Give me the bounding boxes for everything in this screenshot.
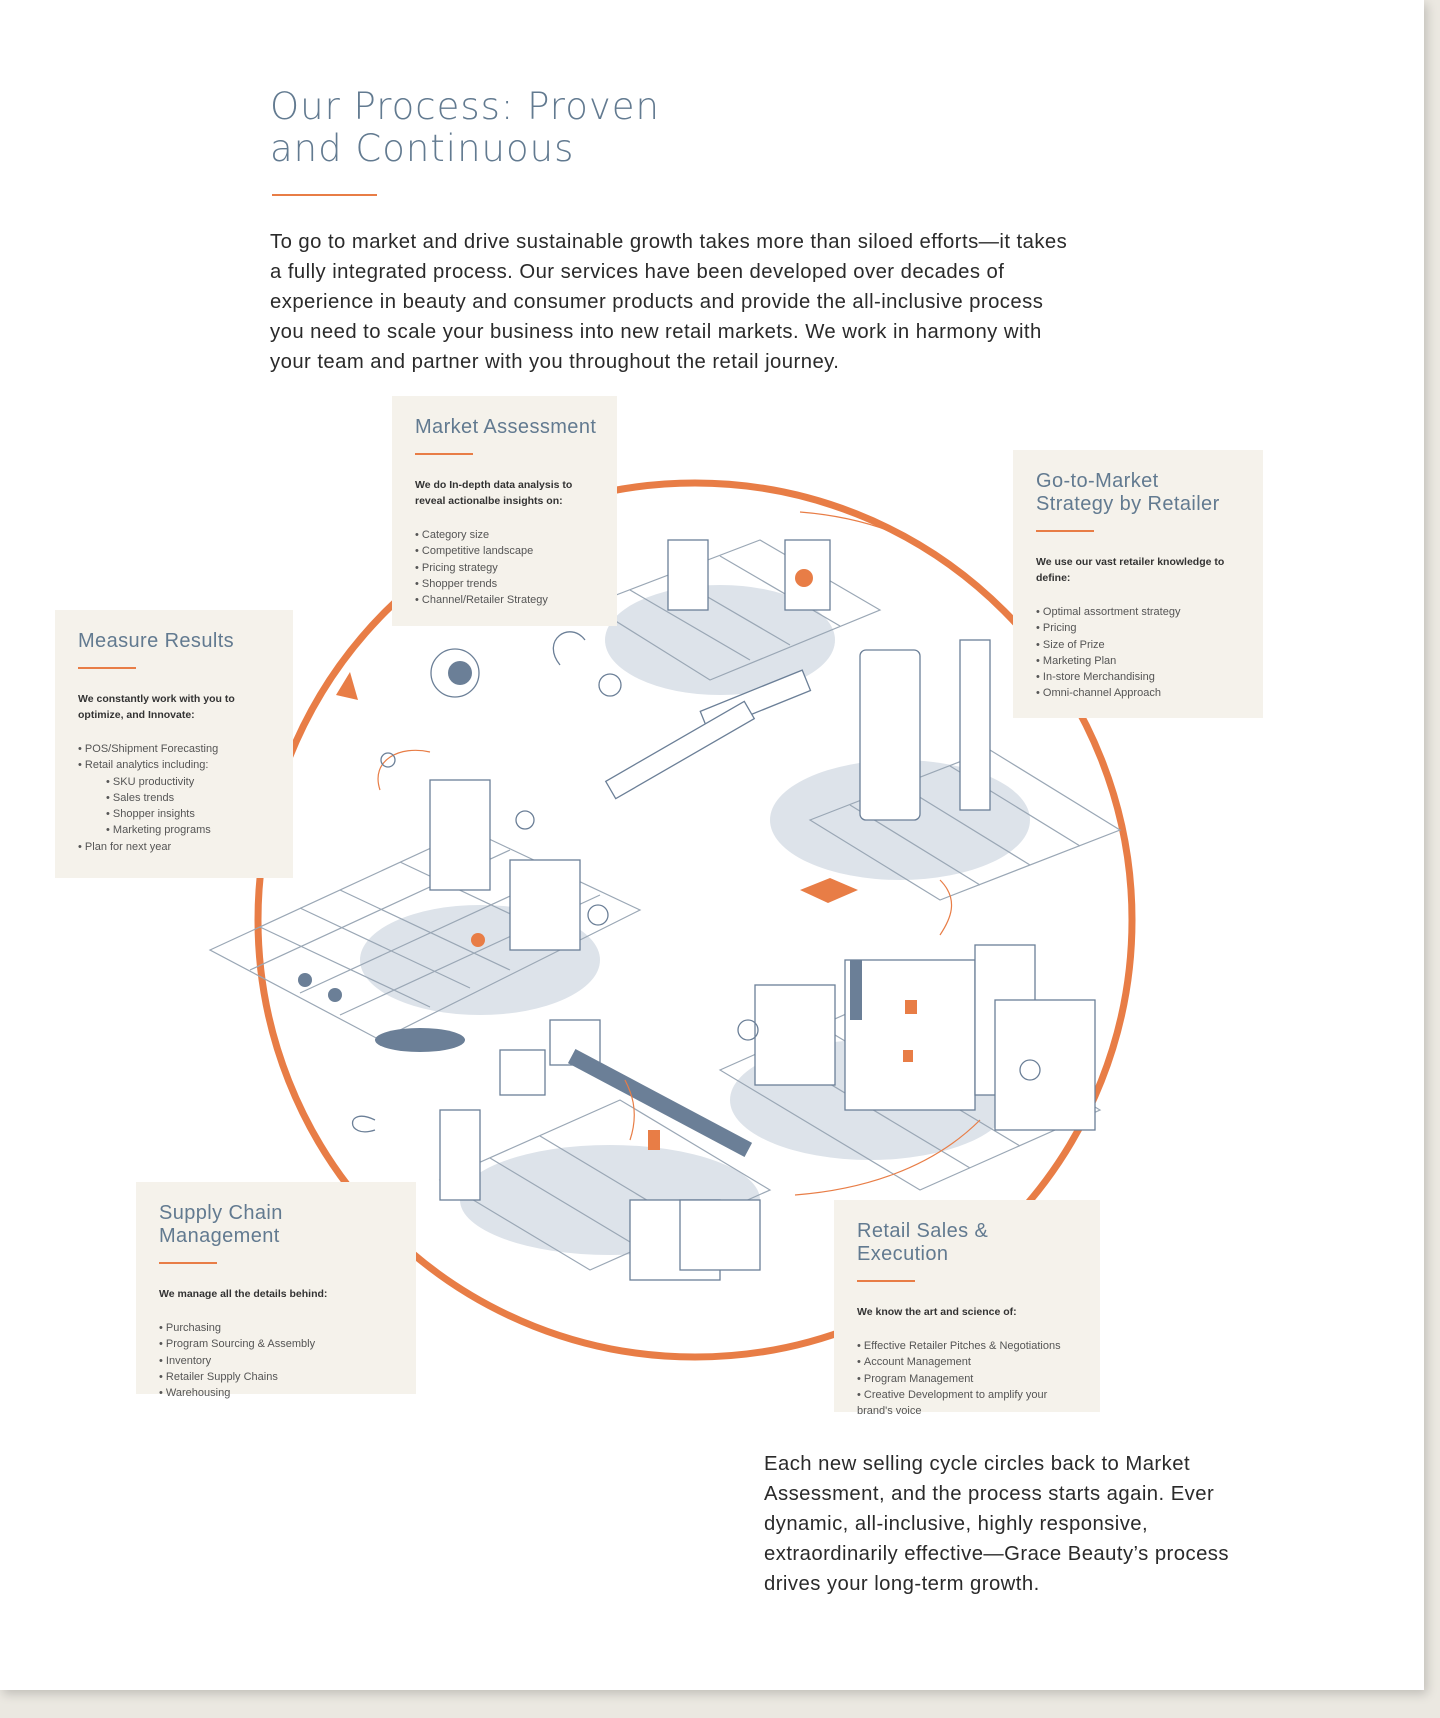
card-measure-results [55,610,293,878]
list-item: • Channel/Retailer Strategy [415,592,600,608]
list-subitem: • Sales trends [78,790,276,806]
list-subitem: • SKU productivity [78,774,276,790]
list-item: • Warehousing [159,1385,399,1401]
card-go-to-market [1013,450,1263,718]
list-item: • Size of Prize [1036,637,1246,653]
list-item: • POS/Shipment Forecasting [78,741,276,757]
list-item: • Program Management [857,1371,1083,1387]
cycle-arrow-head [336,672,358,700]
card-rule [78,667,136,669]
card-title: Supply Chain Management [159,1202,283,1247]
list-subitem: • Marketing programs [78,822,276,838]
card-supply-chain [136,1182,416,1400]
card-lead: We do In-depth data analysis to reveal actionalbe insights on: [415,479,573,507]
list-item: • Retail analytics including: [78,757,276,773]
card-title: Measure Results [78,630,235,652]
list-item: • Account Management [857,1354,1083,1370]
card-title: Go-to-Market Strategy by Retailer [1036,470,1220,515]
card-lead: We constantly work with you to optimize, and Innovate: [78,693,235,721]
card-list [1036,604,1246,702]
list-item: • Omni-channel Approach [1036,685,1246,701]
list-item: • Plan for next year [78,839,276,855]
intro-paragraph: To go to market and drive sustainable growth takes more than siloed efforts—it takes a fully integrated process. Our services have been developed over decades of experience in beauty and consumer products and provide the all-inclusive process you need to scale your business into new retail markets. We work in harmony with your team and partner with you throughout the retail journey. [270,231,1068,373]
list-subitem: • Shopper insights [78,806,276,822]
list-item: • Program Sourcing & Assembly [159,1336,399,1352]
card-list [857,1338,1083,1419]
card-list [415,527,600,608]
card-market-assessment [392,396,617,626]
closing-paragraph: Each new selling cycle circles back to Market Assessment, and the process starts again. Ever dynamic, all-inclusive, highly responsive, extraordinarily effective—Grace Beauty’s process drives your long-term growth. [764,1453,1229,1595]
list-item: • Effective Retailer Pitches & Negotiations [857,1338,1083,1354]
list-item: • Competitive landscape [415,543,600,559]
list-item: • Creative Development to amplify your brand's voice [857,1387,1083,1420]
card-rule [857,1280,915,1282]
list-item: • Marketing Plan [1036,653,1246,669]
card-title: Market Assessment [415,416,597,438]
card-rule [159,1262,217,1264]
list-item: • Retailer Supply Chains [159,1369,399,1385]
list-item: • Shopper trends [415,576,600,592]
card-title: Retail Sales & Execution [857,1220,989,1265]
card-lead: We use our vast retailer knowledge to define: [1036,556,1225,584]
list-item: • Purchasing [159,1320,399,1336]
card-retail-sales [834,1200,1100,1418]
card-rule [415,453,473,455]
card-lead: We manage all the details behind: [159,1288,328,1300]
card-rule [1036,530,1094,532]
list-item: • In-store Merchandising [1036,669,1246,685]
list-item: • Optimal assortment strategy [1036,604,1246,620]
page-title: Our Process: Proven and Continuous [270,85,660,170]
list-item: • Pricing [1036,620,1246,636]
card-list [159,1320,399,1401]
list-item: • Pricing strategy [415,560,600,576]
card-lead: We know the art and science of: [857,1306,1017,1318]
list-item: • Category size [415,527,600,543]
list-item: • Inventory [159,1353,399,1369]
card-list [78,741,276,855]
